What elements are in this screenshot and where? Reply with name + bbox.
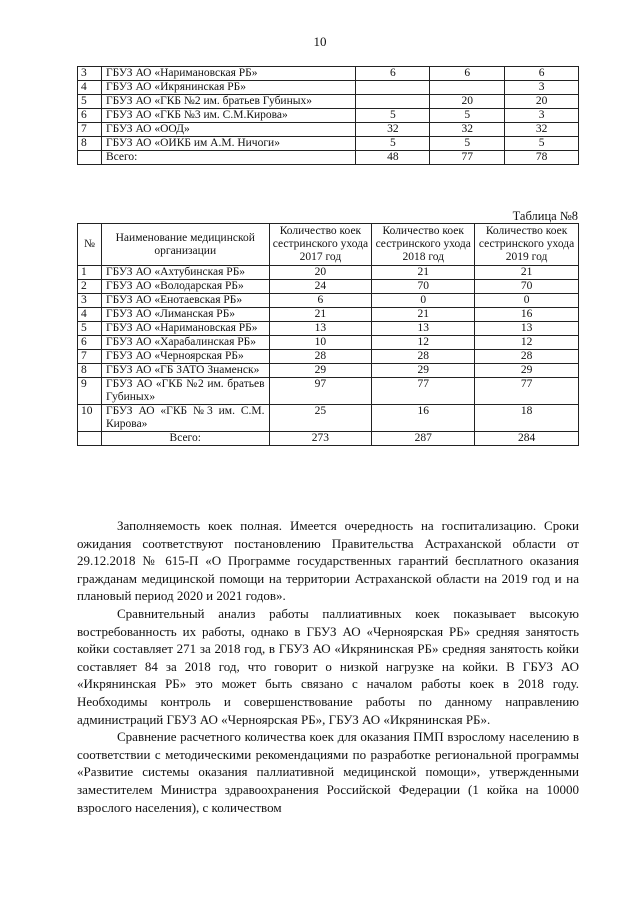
organization-name: ГБУЗ АО «Икрянинская РБ» <box>101 81 356 95</box>
value-2018: 28 <box>372 350 475 364</box>
value-2019: 3 <box>505 109 579 123</box>
organization-name: ГБУЗ АО «ГКБ №2 им. братьев Губиных» <box>101 95 356 109</box>
row-number: 7 <box>78 350 102 364</box>
value-2019: 16 <box>475 308 579 322</box>
table-total-row <box>78 151 579 165</box>
organization-name: ГБУЗ АО «Черноярская РБ» <box>101 350 269 364</box>
value-2019: 6 <box>505 67 579 81</box>
organization-name: ГБУЗ АО «ООД» <box>101 123 356 137</box>
table-row <box>78 81 579 95</box>
value-2018: 32 <box>430 123 505 137</box>
table-row <box>78 364 579 378</box>
value-2019: 29 <box>475 364 579 378</box>
nursing-beds-table <box>77 223 579 446</box>
table-row <box>78 67 579 81</box>
value-2017: 29 <box>269 364 372 378</box>
value-2017: 28 <box>269 350 372 364</box>
value-2017: 32 <box>356 123 430 137</box>
table-row <box>78 280 579 294</box>
value-2017: 13 <box>269 322 372 336</box>
total-2018: 77 <box>430 151 505 165</box>
table-row <box>78 350 579 364</box>
value-2018 <box>430 81 505 95</box>
row-number: 7 <box>78 123 102 137</box>
row-number-empty <box>78 151 102 165</box>
body-text <box>77 517 579 816</box>
total-2017: 48 <box>356 151 430 165</box>
row-number: 4 <box>78 308 102 322</box>
value-2018: 21 <box>372 308 475 322</box>
organization-name: ГБУЗ АО «ГБ ЗАТО Знаменск» <box>101 364 269 378</box>
value-2019: 32 <box>505 123 579 137</box>
organization-name: ГБУЗ АО «ГКБ №3 им. С.М. Кирова» <box>101 405 269 432</box>
organization-name: ГБУЗ АО «Наримановская РБ» <box>101 322 269 336</box>
value-2019: 5 <box>505 137 579 151</box>
value-2018: 5 <box>430 137 505 151</box>
value-2019: 20 <box>505 95 579 109</box>
value-2017: 97 <box>269 378 372 405</box>
table-row <box>78 308 579 322</box>
row-number: 3 <box>78 67 102 81</box>
table-row <box>78 123 579 137</box>
value-2018: 5 <box>430 109 505 123</box>
value-2019: 0 <box>475 294 579 308</box>
value-2018: 13 <box>372 322 475 336</box>
row-number: 6 <box>78 109 102 123</box>
row-number: 5 <box>78 95 102 109</box>
table-row <box>78 294 579 308</box>
header-number: № <box>78 224 102 266</box>
value-2017: 6 <box>356 67 430 81</box>
organization-name: ГБУЗ АО «ГКБ №2 им. братьев Губиных» <box>101 378 269 405</box>
header-2017: Количество коек сестринского ухода 2017 год <box>269 224 372 266</box>
table-row <box>78 137 579 151</box>
row-number: 8 <box>78 137 102 151</box>
page-number: 10 <box>313 34 327 49</box>
value-2017: 10 <box>269 336 372 350</box>
organization-name: ГБУЗ АО «Ахтубинская РБ» <box>101 266 269 280</box>
value-2017: 6 <box>269 294 372 308</box>
value-2019: 70 <box>475 280 579 294</box>
row-number: 8 <box>78 364 102 378</box>
row-number: 6 <box>78 336 102 350</box>
row-number: 4 <box>78 81 102 95</box>
value-2018: 77 <box>372 378 475 405</box>
paragraph: Сравнение расчетного количества коек для оказания ПМП взрослому населению в соответствии с методическими рекомендациями по разработке региональной программы «Развитие системы оказания паллиативной медицинской помощи», утвержденными заместителем Министра здравоохранения Российской Федерации (1 койка на 10000 взрослого населения), с количеством <box>77 729 579 815</box>
value-2019: 77 <box>475 378 579 405</box>
total-2019: 78 <box>505 151 579 165</box>
table-row <box>78 336 579 350</box>
value-2019: 28 <box>475 350 579 364</box>
value-2018: 29 <box>372 364 475 378</box>
value-2018: 6 <box>430 67 505 81</box>
table-row <box>78 266 579 280</box>
value-2017: 24 <box>269 280 372 294</box>
table-row <box>78 405 579 432</box>
paragraph: Сравнительный анализ работы паллиативных коек показывает высокую востребованность их работы, однако в ГБУЗ АО «Черноярская РБ» средняя занятость койки составляет 271 за 2018 год, в ГБУЗ АО «Икрянинская РБ» средняя занятость койки составляет 84 за 2018 год, что говорит о низкой нагрузке на койки. В ГБУЗ АО «Икрянинская РБ» это может быть связано с началом работы коек в 2018 году. Необходимы контроль и совершенствование работы по данному направлению администраций ГБУЗ АО «Черноярская РБ», ГБУЗ АО «Икрянинская РБ». <box>77 605 579 727</box>
value-2017: 5 <box>356 109 430 123</box>
organization-name: ГБУЗ АО «ОИКБ им А.М. Ничоги» <box>101 137 356 151</box>
header-2018: Количество коек сестринского ухода 2018 год <box>372 224 475 266</box>
total-2017: 273 <box>269 432 372 446</box>
value-2018: 0 <box>372 294 475 308</box>
table-row <box>78 95 579 109</box>
value-2018: 70 <box>372 280 475 294</box>
total-2018: 287 <box>372 432 475 446</box>
value-2019: 3 <box>505 81 579 95</box>
value-2017: 20 <box>269 266 372 280</box>
value-2017 <box>356 95 430 109</box>
organization-name: ГБУЗ АО «Лиманская РБ» <box>101 308 269 322</box>
organization-name: ГБУЗ АО «Харабалинская РБ» <box>101 336 269 350</box>
value-2018: 16 <box>372 405 475 432</box>
value-2019: 13 <box>475 322 579 336</box>
value-2019: 18 <box>475 405 579 432</box>
value-2018: 20 <box>430 95 505 109</box>
table-caption: Таблица №8 <box>512 209 578 223</box>
beds-table-continued <box>77 66 579 165</box>
row-number: 2 <box>78 280 102 294</box>
row-number-empty <box>78 432 102 446</box>
row-number: 5 <box>78 322 102 336</box>
total-2019: 284 <box>475 432 579 446</box>
total-label: Всего: <box>101 151 356 165</box>
row-number: 9 <box>78 378 102 405</box>
value-2017: 21 <box>269 308 372 322</box>
value-2017: 5 <box>356 137 430 151</box>
table-row <box>78 322 579 336</box>
organization-name: ГБУЗ АО «ГКБ №3 им. С.М.Кирова» <box>101 109 356 123</box>
value-2019: 21 <box>475 266 579 280</box>
table-row <box>78 378 579 405</box>
header-organization: Наименование медицинской организации <box>101 224 269 266</box>
organization-name: ГБУЗ АО «Наримановская РБ» <box>101 67 356 81</box>
value-2019: 12 <box>475 336 579 350</box>
value-2018: 21 <box>372 266 475 280</box>
value-2017: 25 <box>269 405 372 432</box>
row-number: 10 <box>78 405 102 432</box>
table-total-row <box>78 432 579 446</box>
table-row <box>78 109 579 123</box>
value-2017 <box>356 81 430 95</box>
organization-name: ГБУЗ АО «Володарская РБ» <box>101 280 269 294</box>
total-label: Всего: <box>101 432 269 446</box>
paragraph: Заполняемость коек полная. Имеется очередность на госпитализацию. Сроки ожидания соответствуют постановлению Правительства Астраханской области от 29.12.2018 № 615-П «О Программе государственных гарантий бесплатного оказания гражданам медицинской помощи на территории Астраханской области на 2019 год и на плановый период 2020 и 2021 годов». <box>77 518 579 604</box>
value-2018: 12 <box>372 336 475 350</box>
table-header-row <box>78 224 579 266</box>
organization-name: ГБУЗ АО «Енотаевская РБ» <box>101 294 269 308</box>
row-number: 1 <box>78 266 102 280</box>
header-2019: Количество коек сестринского ухода 2019 год <box>475 224 579 266</box>
row-number: 3 <box>78 294 102 308</box>
